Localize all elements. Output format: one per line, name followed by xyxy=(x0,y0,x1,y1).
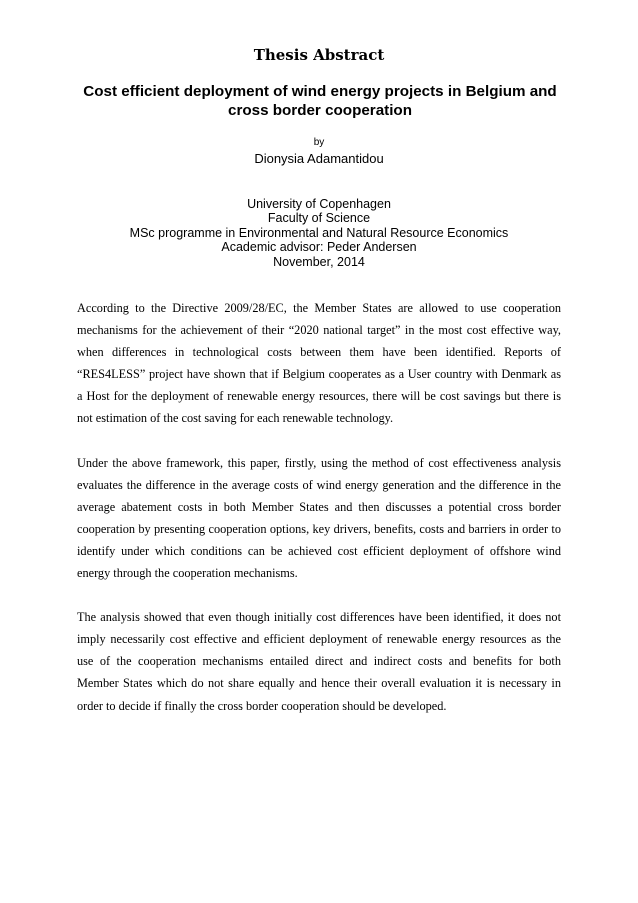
academic-advisor: Academic advisor: Peder Andersen xyxy=(221,240,417,255)
programme: MSc programme in Environmental and Natural Resource Economics xyxy=(129,225,509,240)
university: University of Copenhagen xyxy=(247,197,391,211)
abstract-body xyxy=(77,297,561,739)
date: November, 2014 xyxy=(273,254,365,269)
page-heading: Thesis Abstract xyxy=(253,46,385,64)
affiliation-block xyxy=(0,197,638,269)
faculty: Faculty of Science xyxy=(267,211,371,226)
abstract-paragraph: The analysis showed that even though initially cost differences have been identified, it does not imply necessarily cost effective and efficient deployment of renewable energy resources as the use of the cooperation mechanisms entailed direct and indirect costs and benefits for both Member States which do not share equally and hence their overall evaluation it is necessary in order to decide if finally the cross border cooperation should be developed. xyxy=(77,610,561,713)
thesis-title: Cost efficient deployment of wind energy projects in Belgium and cross border cooperation xyxy=(83,83,557,119)
by-line: by xyxy=(313,137,325,148)
author-name: Dionysia Adamantidou xyxy=(254,151,384,166)
abstract-paragraph: According to the Directive 2009/28/EC, the Member States are allowed to use cooperation mechanisms for the achievement of their “2020 national target” in the most cost effective way, when differences in technological costs between them have been identified. Reports of “RES4LESS” project have shown that if Belgium cooperates as a User country with Denmark as a Host for the deployment of renewable energy resources, there will be cost savings but there is not estimation of the cost saving for each renewable technology. xyxy=(77,301,561,426)
abstract-paragraph: Under the above framework, this paper, firstly, using the method of cost effectiveness analysis evaluates the difference in the average costs of wind energy generation and the difference in the average abatement costs in both Member States and then discusses a potential cross border cooperation by presenting cooperation options, key drivers, benefits, costs and barriers in order to identify under which conditions can be achieved cost efficient deployment of offshore wind energy through the cooperation mechanisms. xyxy=(77,455,561,581)
